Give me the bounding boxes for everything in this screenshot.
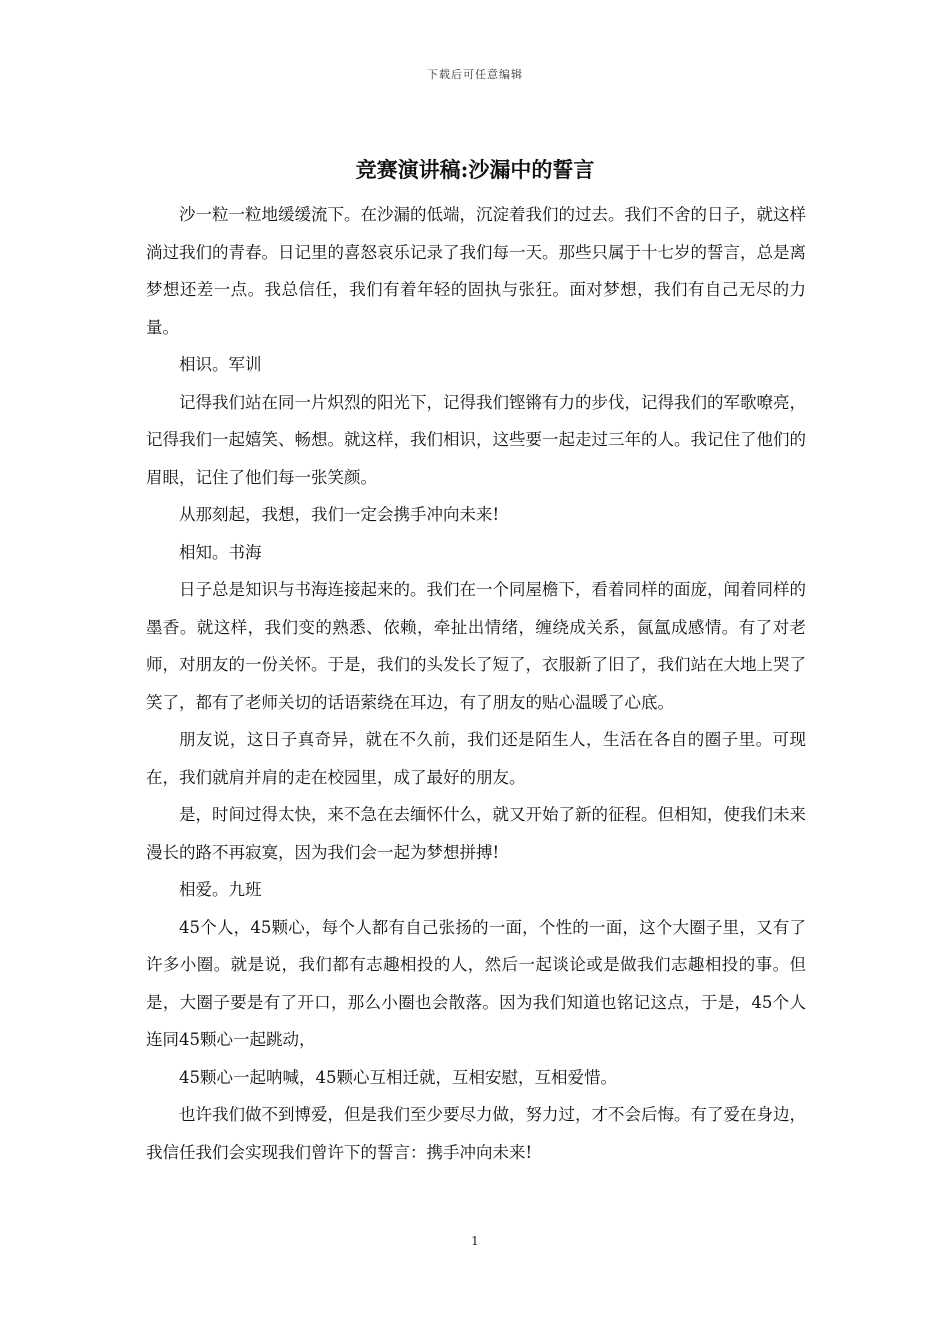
paragraph-from-that-moment: 从那刻起，我想，我们一定会携手冲向未来! — [179, 505, 500, 524]
section-heading-class-nine: 相爱。九班 — [179, 880, 262, 899]
paragraph-forty-five-people: 45个人，45颗心，每个人都有自己张扬的一面，个性的一面，这个大圈子里，又有了许多小圈。就是说，我们都有志趣相投的人，然后一起谈论或是做我们志趣相投的事。但是，大圈子要是有了开口，那么小圈也会散落。因为我们知道也铭记这点，于是，45个人连同45颗心一起跳动， — [146, 917, 806, 1049]
section-heading-military-training: 相识。军训 — [179, 355, 262, 374]
section-heading-book-sea: 相知。书海 — [179, 542, 262, 562]
paragraph-military-training: 记得我们站在同一片炽烈的阳光下，记得我们铿锵有力的步伐，记得我们的军歌嘹亮，记得我们一起嬉笑、畅想。就这样，我们相识，这些要一起走过三年的人。我记住了他们的眉眼，记住了他们每一张笑颜。 — [146, 392, 806, 487]
header-note: 下载后可任意编辑 — [427, 68, 523, 81]
paragraph-time-flies: 是，时间过得太快，来不急在去缅怀什么，就又开始了新的征程。但相知，使我们未来漫长的路不再寂寞，因为我们会一起为梦想拼搏! — [146, 805, 806, 862]
page-number: 1 — [471, 1234, 479, 1248]
paragraph-book-sea: 日子总是知识与书海连接起来的。我们在一个同屋檐下，看着同样的面庞，闻着同样的墨香。就这样，我们变的熟悉、依赖，牵扯出情绪，缠绕成关系，氤氲成感情。有了对老师，对朋友的一份关怀。于是，我们的头发长了短了，衣服新了旧了，我们站在大地上哭了笑了，都有了老师关切的话语萦绕在耳边，有了朋友的贴心温暖了心底。 — [146, 580, 806, 712]
document-body — [146, 196, 806, 1171]
document-title: 竞赛演讲稿:沙漏中的誓言 — [355, 157, 595, 182]
paragraph-intro: 沙一粒一粒地缓缓流下。在沙漏的低端，沉淀着我们的过去。我们不舍的日子，就这样淌过我们的青春。日记里的喜怒哀乐记录了我们每一天。那些只属于十七岁的誓言，总是离梦想还差一点。我总信任，我们有着年轻的固执与张狂。面对梦想，我们有自己无尽的力量。 — [146, 205, 806, 337]
paragraph-friend-said: 朋友说，这日子真奇异，就在不久前，我们还是陌生人，生活在各自的圈子里。可现在，我们就肩并肩的走在校园里，成了最好的朋友。 — [146, 730, 806, 787]
paragraph-conclusion: 也许我们做不到博爱，但是我们至少要尽力做，努力过，才不会后悔。有了爱在身边，我信任我们会实现我们曾许下的誓言：携手冲向未来! — [146, 1105, 806, 1162]
paragraph-forty-five-hearts: 45颗心一起呐喊，45颗心互相迁就，互相安慰，互相爱惜。 — [179, 1067, 617, 1087]
